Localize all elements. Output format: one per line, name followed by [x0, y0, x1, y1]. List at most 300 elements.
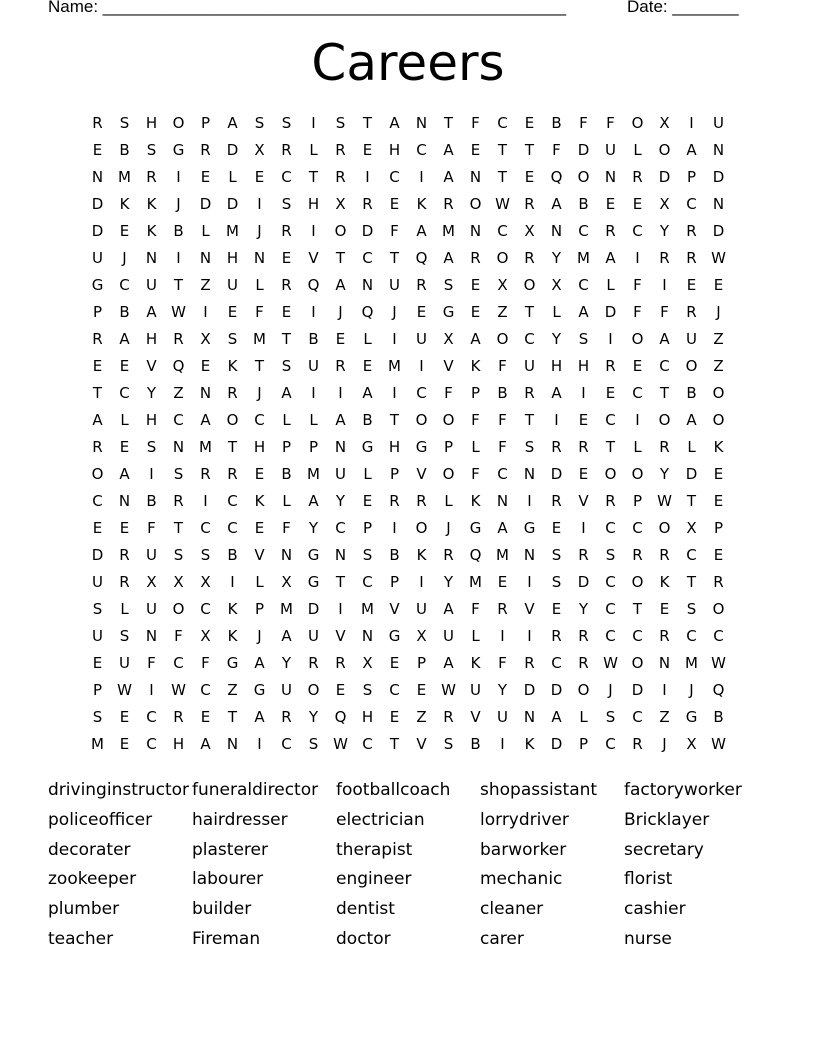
grid-letter: T — [497, 168, 508, 186]
grid-letter: J — [662, 735, 667, 753]
grid-letter: S — [173, 546, 184, 564]
grid-letter: S — [227, 330, 238, 348]
grid-letter: O — [631, 330, 644, 348]
grid-letter: F — [633, 276, 642, 294]
grid-letter: O — [577, 168, 590, 186]
grid-letter: Q — [307, 276, 320, 294]
grid-letter: A — [200, 411, 211, 429]
grid-letter: N — [523, 546, 536, 564]
grid-letter: W — [117, 681, 132, 699]
grid-letter: E — [659, 600, 670, 618]
grid-letter: B — [551, 114, 562, 132]
word-bank-item: hairdresser — [192, 809, 288, 830]
grid-letter: A — [497, 519, 508, 537]
grid-letter: V — [443, 357, 454, 375]
grid-letter: I — [662, 276, 667, 294]
grid-letter: O — [631, 654, 644, 672]
grid-letter: O — [604, 465, 617, 483]
word-bank-item: decorater — [48, 839, 131, 860]
grid-letter: G — [361, 438, 374, 456]
word-bank-item: therapist — [336, 839, 413, 860]
grid-letter: Y — [659, 222, 670, 240]
grid-letter: O — [172, 600, 185, 618]
grid-letter: E — [713, 492, 724, 510]
grid-letter: S — [362, 546, 373, 564]
grid-letter: S — [281, 357, 292, 375]
grid-letter: I — [311, 303, 316, 321]
grid-letter: S — [443, 276, 454, 294]
grid-letter: H — [172, 735, 185, 753]
grid-letter: I — [176, 168, 181, 186]
grid-letter: I — [581, 384, 586, 402]
grid-letter: D — [658, 168, 671, 186]
word-bank-item: labourer — [192, 869, 264, 890]
grid-letter: V — [389, 600, 400, 618]
grid-letter: S — [92, 708, 103, 726]
grid-letter: S — [524, 438, 535, 456]
grid-letter: C — [659, 357, 670, 375]
grid-letter: U — [308, 357, 319, 375]
grid-letter: U — [146, 276, 157, 294]
grid-letter: E — [227, 303, 238, 321]
word-bank-item: funeraldirector — [192, 780, 319, 800]
grid-letter: R — [281, 276, 292, 294]
grid-letter: E — [92, 654, 103, 672]
grid-letter: R — [92, 114, 103, 132]
grid-row — [84, 623, 732, 650]
grid-letter: M — [442, 222, 455, 240]
grid-letter: L — [606, 276, 615, 294]
word-bank-item: policeofficer — [48, 809, 153, 830]
grid-letter: L — [363, 330, 372, 348]
grid-letter: N — [145, 627, 158, 645]
grid-letter: R — [443, 708, 454, 726]
grid-letter: Q — [361, 303, 374, 321]
grid-letter: C — [200, 681, 211, 699]
grid-letter: R — [227, 465, 238, 483]
grid-letter: K — [470, 654, 481, 672]
grid-letter: X — [659, 195, 670, 213]
grid-letter: Q — [172, 357, 185, 375]
grid-letter: C — [605, 519, 616, 537]
grid-letter: B — [281, 465, 292, 483]
grid-letter: M — [388, 357, 401, 375]
grid-letter: N — [199, 249, 212, 267]
grid-letter: C — [227, 492, 238, 510]
grid-letter: A — [443, 654, 454, 672]
grid-letter: P — [416, 654, 427, 672]
grid-letter: L — [228, 168, 237, 186]
word-bank-item: secretary — [624, 839, 704, 860]
grid-letter: I — [419, 168, 424, 186]
grid-letter: S — [605, 708, 616, 726]
grid-letter: Z — [173, 384, 184, 402]
grid-row — [84, 704, 732, 731]
grid-letter: C — [605, 600, 616, 618]
grid-letter: K — [659, 573, 670, 591]
grid-letter: E — [605, 195, 616, 213]
grid-letter: E — [92, 357, 103, 375]
grid-letter: S — [551, 546, 562, 564]
grid-letter: C — [389, 681, 400, 699]
grid-letter: S — [119, 114, 130, 132]
worksheet-header — [48, 0, 748, 21]
grid-letter: Y — [146, 384, 157, 402]
word-bank-item: Fireman — [192, 928, 261, 949]
grid-letter: A — [92, 411, 103, 429]
grid-letter: I — [311, 384, 316, 402]
grid-letter: C — [605, 573, 616, 591]
grid-letter: M — [118, 168, 131, 186]
grid-letter: X — [524, 222, 535, 240]
grid-letter: P — [389, 573, 400, 591]
grid-letter: R — [200, 141, 211, 159]
grid-letter: W — [495, 195, 510, 213]
grid-letter: A — [443, 141, 454, 159]
grid-letter: N — [334, 546, 347, 564]
grid-letter: J — [257, 222, 262, 240]
grid-letter: E — [605, 384, 616, 402]
grid-letter: K — [470, 492, 481, 510]
grid-letter: B — [686, 384, 697, 402]
grid-letter: I — [338, 384, 343, 402]
grid-letter: T — [605, 438, 616, 456]
grid-letter: E — [524, 168, 535, 186]
grid-letter: B — [713, 708, 724, 726]
grid-letter: F — [471, 465, 480, 483]
grid-letter: E — [254, 519, 265, 537]
grid-letter: E — [470, 303, 481, 321]
grid-letter: Y — [335, 492, 346, 510]
grid-letter: F — [579, 114, 588, 132]
grid-letter: N — [712, 195, 725, 213]
grid-letter: R — [551, 438, 562, 456]
grid-letter: A — [443, 600, 454, 618]
grid-letter: H — [145, 330, 158, 348]
grid-row — [84, 596, 732, 623]
grid-letter: X — [335, 195, 346, 213]
grid-letter: O — [631, 114, 644, 132]
grid-letter: G — [307, 546, 320, 564]
grid-letter: N — [550, 222, 563, 240]
grid-letter: P — [308, 438, 319, 456]
grid-row — [84, 353, 732, 380]
grid-letter: T — [524, 303, 535, 321]
grid-letter: O — [469, 195, 482, 213]
grid-letter: C — [416, 141, 427, 159]
grid-letter: E — [578, 465, 589, 483]
grid-letter: W — [657, 492, 672, 510]
grid-letter: A — [281, 384, 292, 402]
grid-letter: I — [338, 600, 343, 618]
grid-letter: C — [632, 627, 643, 645]
grid-letter: E — [389, 195, 400, 213]
grid-letter: K — [227, 627, 238, 645]
grid-letter: B — [119, 141, 130, 159]
grid-letter: E — [254, 465, 265, 483]
grid-letter: P — [713, 519, 724, 537]
grid-letter: T — [335, 573, 346, 591]
word-bank-item: factoryworker — [624, 780, 742, 800]
grid-letter: U — [92, 627, 103, 645]
grid-row — [84, 650, 732, 677]
grid-letter: X — [254, 141, 265, 159]
grid-letter: D — [631, 681, 644, 699]
grid-letter: Q — [712, 681, 725, 699]
grid-letter: A — [659, 330, 670, 348]
grid-letter: L — [363, 465, 372, 483]
grid-letter: Q — [469, 546, 482, 564]
grid-letter: R — [335, 654, 346, 672]
grid-letter: V — [254, 546, 265, 564]
grid-letter: I — [635, 249, 640, 267]
grid-letter: L — [579, 708, 588, 726]
grid-letter: G — [253, 681, 266, 699]
grid-letter: N — [469, 168, 482, 186]
grid-letter: R — [335, 357, 346, 375]
grid-letter: C — [173, 654, 184, 672]
grid-letter: B — [497, 384, 508, 402]
grid-letter: C — [497, 465, 508, 483]
grid-letter: X — [146, 573, 157, 591]
grid-letter: U — [92, 573, 103, 591]
grid-letter: I — [392, 519, 397, 537]
grid-letter: F — [471, 411, 480, 429]
grid-letter: D — [577, 141, 590, 159]
grid-letter: V — [578, 492, 589, 510]
grid-letter: U — [443, 627, 454, 645]
grid-letter: D — [685, 465, 698, 483]
grid-row — [84, 407, 732, 434]
grid-letter: Q — [415, 249, 428, 267]
grid-letter: E — [200, 708, 211, 726]
grid-letter: B — [389, 546, 400, 564]
grid-letter: W — [171, 303, 186, 321]
grid-letter: A — [281, 627, 292, 645]
grid-letter: R — [389, 492, 400, 510]
grid-letter: L — [255, 276, 264, 294]
grid-letter: C — [281, 735, 292, 753]
grid-letter: T — [497, 141, 508, 159]
grid-letter: V — [470, 708, 481, 726]
grid-letter: F — [660, 303, 669, 321]
grid-row — [84, 542, 732, 569]
grid-row — [84, 137, 732, 164]
grid-letter: C — [362, 735, 373, 753]
grid-letter: F — [174, 627, 183, 645]
grid-letter: E — [632, 195, 643, 213]
grid-letter: B — [578, 195, 589, 213]
grid-letter: K — [146, 195, 157, 213]
grid-letter: C — [335, 519, 346, 537]
grid-letter: R — [578, 546, 589, 564]
grid-letter: Y — [443, 573, 454, 591]
grid-letter: O — [415, 411, 428, 429]
grid-letter: R — [146, 168, 157, 186]
grid-letter: I — [689, 114, 694, 132]
grid-letter: F — [498, 654, 507, 672]
grid-letter: X — [200, 573, 211, 591]
grid-letter: I — [203, 303, 208, 321]
grid-letter: A — [443, 249, 454, 267]
grid-letter: C — [632, 519, 643, 537]
grid-letter: O — [91, 465, 104, 483]
grid-letter: R — [416, 276, 427, 294]
grid-letter: R — [632, 546, 643, 564]
grid-row — [84, 164, 732, 191]
grid-letter: C — [227, 519, 238, 537]
grid-letter: A — [119, 330, 130, 348]
word-bank-item: plasterer — [192, 839, 268, 860]
grid-letter: A — [308, 492, 319, 510]
grid-letter: T — [632, 600, 643, 618]
grid-letter: U — [335, 465, 346, 483]
grid-letter: T — [92, 384, 103, 402]
grid-letter: F — [255, 303, 264, 321]
grid-letter: D — [712, 168, 725, 186]
grid-letter: T — [281, 330, 292, 348]
word-bank-item: florist — [624, 869, 673, 890]
grid-letter: E — [389, 654, 400, 672]
grid-letter: W — [441, 681, 456, 699]
grid-letter: E — [416, 681, 427, 699]
grid-letter: Y — [497, 681, 508, 699]
grid-letter: A — [227, 114, 238, 132]
grid-row — [84, 488, 732, 515]
grid-letter: R — [92, 438, 103, 456]
grid-letter: R — [686, 222, 697, 240]
grid-row — [84, 110, 732, 137]
grid-letter: O — [442, 411, 455, 429]
grid-letter: C — [416, 384, 427, 402]
grid-letter: N — [172, 438, 185, 456]
grid-letter: X — [173, 573, 184, 591]
grid-letter: R — [281, 141, 292, 159]
grid-letter: P — [578, 735, 589, 753]
grid-letter: A — [146, 303, 157, 321]
grid-letter: E — [713, 546, 724, 564]
grid-letter: R — [686, 303, 697, 321]
grid-letter: L — [633, 438, 642, 456]
grid-letter: N — [523, 465, 536, 483]
grid-letter: I — [203, 492, 208, 510]
grid-letter: W — [711, 735, 726, 753]
grid-letter: C — [686, 195, 697, 213]
grid-letter: S — [119, 627, 130, 645]
grid-letter: P — [470, 384, 481, 402]
grid-letter: V — [416, 465, 427, 483]
grid-letter: V — [524, 600, 535, 618]
grid-letter: B — [146, 492, 157, 510]
grid-letter: N — [496, 492, 509, 510]
grid-letter: K — [713, 438, 724, 456]
grid-letter: A — [551, 384, 562, 402]
grid-letter: K — [146, 222, 157, 240]
grid-row — [84, 731, 732, 758]
grid-letter: O — [496, 330, 509, 348]
grid-letter: U — [605, 141, 616, 159]
grid-letter: T — [173, 276, 184, 294]
grid-letter: J — [608, 681, 613, 699]
grid-letter: X — [200, 627, 211, 645]
grid-letter: S — [200, 546, 211, 564]
grid-letter: E — [335, 681, 346, 699]
word-bank-item: carer — [480, 928, 524, 949]
grid-letter: S — [92, 600, 103, 618]
grid-letter: V — [308, 249, 319, 267]
grid-letter: L — [120, 600, 129, 618]
grid-letter: W — [603, 654, 618, 672]
grid-letter: X — [443, 330, 454, 348]
grid-letter: B — [308, 330, 319, 348]
grid-letter: Z — [200, 276, 211, 294]
grid-letter: R — [659, 546, 670, 564]
grid-letter: G — [172, 141, 185, 159]
grid-letter: L — [444, 492, 453, 510]
grid-letter: Y — [659, 465, 670, 483]
word-bank-item: mechanic — [480, 869, 563, 890]
date-field-label: Date: _______ — [627, 0, 739, 16]
grid-letter: O — [226, 411, 239, 429]
grid-letter: F — [390, 222, 399, 240]
grid-letter: M — [577, 249, 590, 267]
grid-letter: R — [578, 438, 589, 456]
grid-letter: A — [119, 465, 130, 483]
grid-letter: V — [335, 627, 346, 645]
grid-letter: F — [498, 438, 507, 456]
grid-letter: C — [632, 384, 643, 402]
grid-letter: F — [147, 519, 156, 537]
grid-letter: A — [254, 708, 265, 726]
grid-letter: D — [307, 600, 320, 618]
grid-letter: M — [253, 330, 266, 348]
grid-letter: O — [496, 249, 509, 267]
grid-letter: V — [146, 357, 157, 375]
grid-letter: D — [226, 195, 239, 213]
grid-letter: X — [200, 330, 211, 348]
grid-letter: R — [281, 222, 292, 240]
grid-letter: T — [308, 168, 319, 186]
grid-letter: B — [173, 222, 184, 240]
grid-letter: F — [552, 141, 561, 159]
grid-letter: U — [146, 546, 157, 564]
grid-letter: F — [471, 600, 480, 618]
grid-letter: G — [388, 627, 401, 645]
word-bank-item: shopassistant — [480, 780, 598, 800]
grid-letter: Z — [497, 303, 508, 321]
grid-letter: S — [686, 600, 697, 618]
word-bank-item: footballcoach — [336, 780, 451, 800]
grid-letter: C — [254, 411, 265, 429]
grid-letter: E — [281, 249, 292, 267]
grid-letter: E — [281, 303, 292, 321]
grid-letter: P — [254, 600, 265, 618]
grid-letter: F — [498, 411, 507, 429]
grid-letter: I — [176, 249, 181, 267]
grid-row — [84, 461, 732, 488]
grid-letter: G — [685, 708, 698, 726]
grid-letter: D — [91, 195, 104, 213]
grid-letter: R — [686, 249, 697, 267]
grid-letter: M — [199, 438, 212, 456]
grid-letter: U — [470, 681, 481, 699]
grid-letter: O — [172, 114, 185, 132]
grid-letter: M — [685, 654, 698, 672]
word-bank-item: teacher — [48, 928, 114, 949]
grid-letter: R — [524, 249, 535, 267]
grid-letter: J — [257, 627, 262, 645]
grid-letter: R — [632, 735, 643, 753]
